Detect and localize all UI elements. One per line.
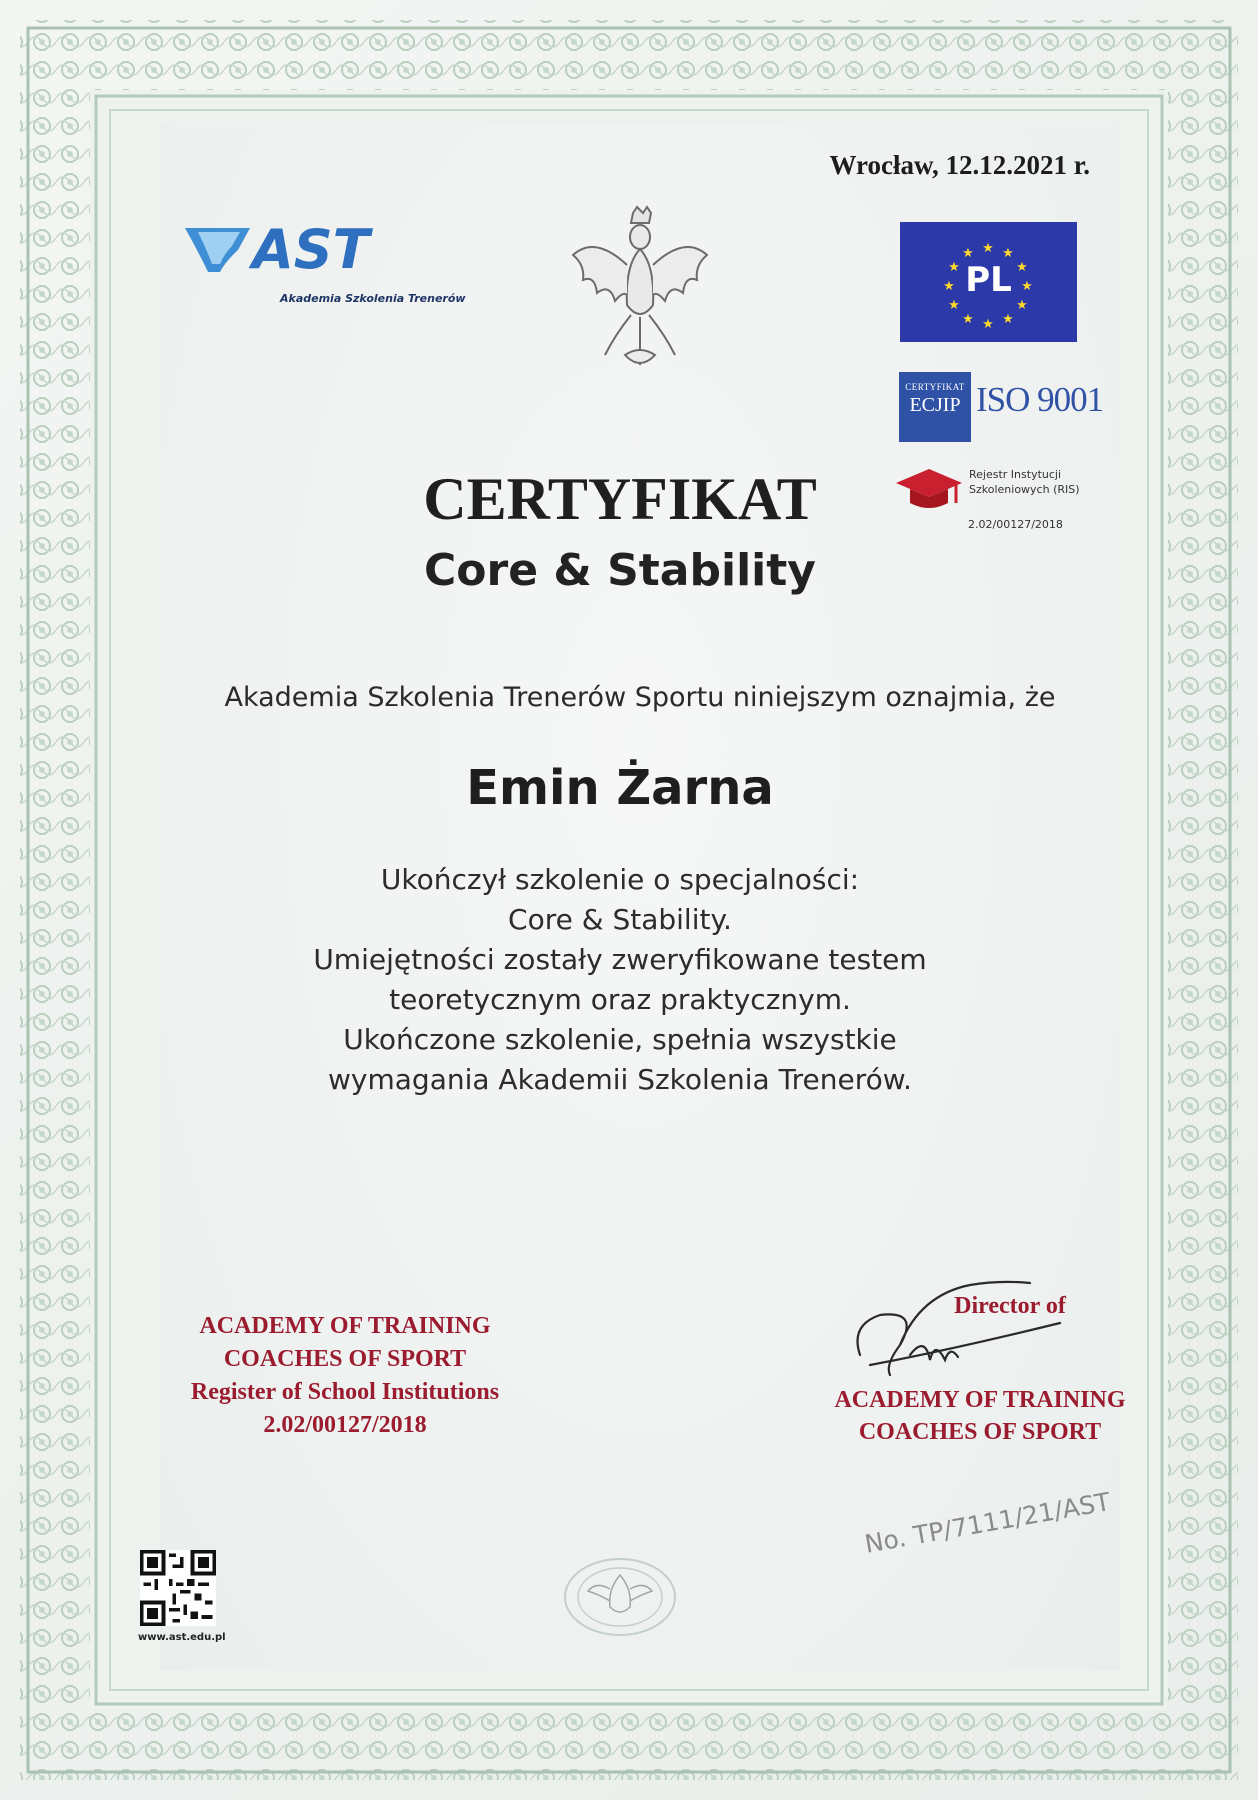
eu-badge-label: PL xyxy=(965,260,1012,300)
svg-text:★: ★ xyxy=(943,278,955,293)
academy-line-3: Register of School Institutions xyxy=(190,1379,500,1405)
ast-wordmark: AST xyxy=(252,220,370,281)
academy-line-4: 2.02/00127/2018 xyxy=(263,1412,427,1438)
academy-line-2: COACHES OF SPORT xyxy=(223,1346,467,1372)
ecjip-badge xyxy=(899,372,971,442)
certificate-subtitle: Core & Stability xyxy=(424,545,816,596)
body-line: Umiejętności zostały zweryfikowane testem xyxy=(313,943,927,976)
ecjip-label: ECJIP xyxy=(909,394,961,416)
ecjip-small-label: CERTYFIKAT xyxy=(905,382,965,392)
svg-text:★: ★ xyxy=(1016,297,1028,312)
director-line-2: ACADEMY OF TRAINING xyxy=(834,1387,1126,1413)
graduation-cap-icon xyxy=(894,465,964,515)
issue-date: Wrocław, 12.12.2021 r. xyxy=(829,150,1090,180)
svg-text:★: ★ xyxy=(962,245,974,260)
ris-label xyxy=(969,467,1080,497)
body-line: teoretycznym oraz praktycznym. xyxy=(389,983,851,1016)
ast-logo xyxy=(180,220,490,320)
svg-text:★: ★ xyxy=(948,297,960,312)
body-line: Ukończone szkolenie, spełnia wszystkie xyxy=(343,1023,897,1056)
ris-number: 2.02/00127/2018 xyxy=(968,518,1063,531)
certificate-number: No. TP/7111/21/AST xyxy=(862,1487,1113,1559)
svg-text:★: ★ xyxy=(962,311,974,326)
body-line: Core & Stability. xyxy=(508,903,732,936)
iso-label: ISO 9001 xyxy=(976,380,1104,419)
academy-line-1: ACADEMY OF TRAINING xyxy=(199,1313,491,1339)
svg-text:★: ★ xyxy=(982,240,994,255)
qr-code xyxy=(140,1550,216,1626)
recipient-name: Emin Żarna xyxy=(466,760,774,816)
svg-text:★: ★ xyxy=(1016,259,1028,274)
svg-text:★: ★ xyxy=(1021,278,1033,293)
director-line-3: COACHES OF SPORT xyxy=(858,1419,1102,1445)
svg-text:★: ★ xyxy=(1002,245,1014,260)
polish-eagle-emblem xyxy=(565,205,715,375)
certificate-title: CERTYFIKAT xyxy=(423,466,817,532)
bottom-eagle-seal xyxy=(560,1555,680,1640)
handwritten-signature xyxy=(830,1265,1070,1395)
body-line: wymagania Akademii Szkolenia Trenerów. xyxy=(328,1063,912,1096)
ris-label-line-2: Szkoleniowych (RIS) xyxy=(969,483,1080,496)
ast-subtitle: Akademia Szkolenia Trenerów xyxy=(280,292,466,305)
svg-text:★: ★ xyxy=(1002,311,1014,326)
academy-stamp xyxy=(130,1310,560,1442)
svg-text:★: ★ xyxy=(948,259,960,274)
svg-text:★: ★ xyxy=(982,316,994,331)
certificate-intro: Akademia Szkolenia Trenerów Sportu niniejszym oznajmia, że xyxy=(224,682,1056,713)
eu-pl-badge xyxy=(900,222,1077,342)
body-line: Ukończył szkolenie o specjalności: xyxy=(380,863,860,896)
director-title: Director of xyxy=(954,1293,1066,1319)
website-url: www.ast.edu.pl xyxy=(138,1632,226,1643)
ris-label-line-1: Rejestr Instytucji xyxy=(969,468,1062,481)
certificate-body xyxy=(200,860,1040,1100)
